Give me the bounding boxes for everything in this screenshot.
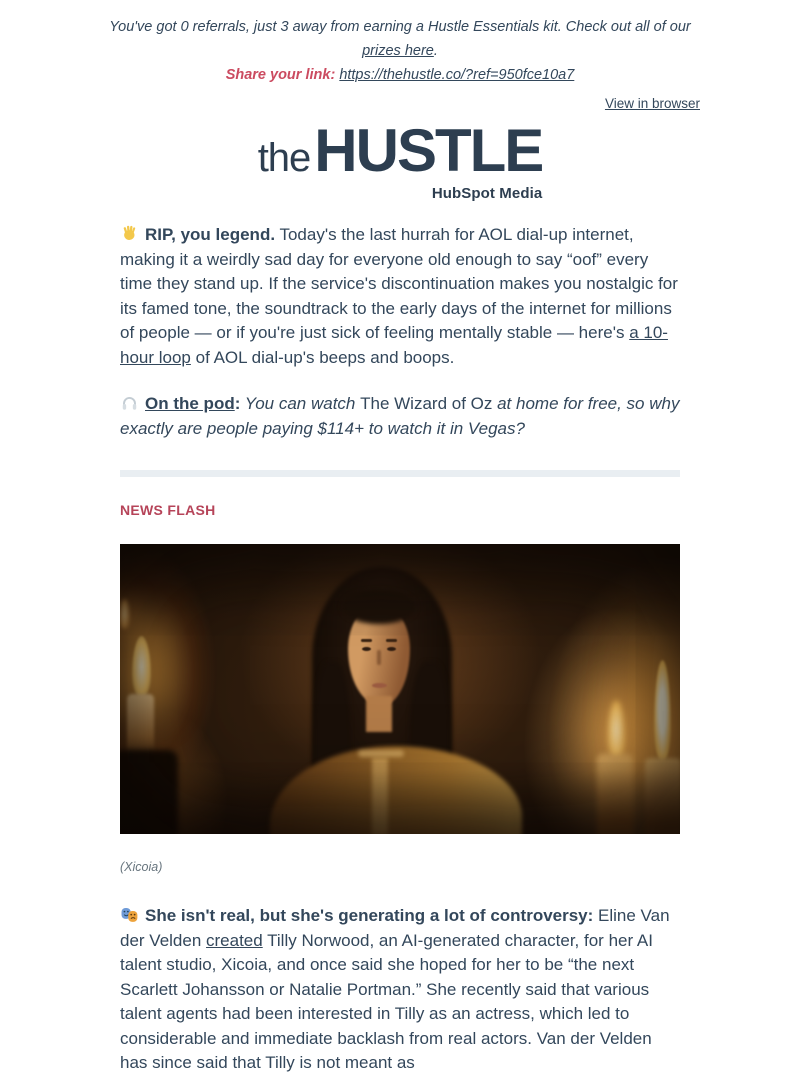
pod-paragraph bbox=[120, 392, 680, 441]
headphones-emoji-icon bbox=[120, 392, 139, 417]
pod-italic-2: at home for free, so why exactly are people paying $114+ to watch it in Vegas? bbox=[120, 394, 680, 438]
image-vignette bbox=[120, 544, 680, 834]
created-link[interactable]: created bbox=[206, 930, 263, 950]
image-caption: (Xicoia) bbox=[120, 859, 163, 874]
news-flash-heading: NEWS FLASH bbox=[120, 502, 216, 518]
prizes-here-link[interactable]: prizes here bbox=[362, 43, 434, 59]
story-paragraph bbox=[120, 904, 680, 1076]
referral-url-link[interactable]: https://thehustle.co/?ref=950fce10a7 bbox=[339, 67, 575, 83]
on-the-pod-link[interactable]: On the pod bbox=[145, 394, 235, 413]
pod-italic-1: You can watch bbox=[240, 394, 361, 413]
story-text-1: Eline Van der Velden bbox=[120, 906, 670, 950]
hustle-logo-wordmark bbox=[257, 117, 543, 184]
referral-banner bbox=[100, 15, 700, 87]
story-text-2: Tilly Norwood, an AI-generated character, for her AI talent studio, Xicoia, and once said she hoped for her to be “the next Scarlett Johansson or Natalie Portman.” She recently said that various talent agents had been interested in Tilly as an actress, which led to considerable and immediate backlash from real actors. Van der Velden has since said that Tilly is not meant as bbox=[120, 930, 653, 1072]
story-bold-lead: She isn't real, but she's generating a lot of controversy: bbox=[145, 906, 594, 925]
email-newsletter bbox=[100, 0, 700, 1076]
hustle-logo[interactable] bbox=[257, 117, 543, 202]
intro-bold-lead: RIP, you legend. bbox=[145, 225, 276, 244]
ten-hour-loop-link[interactable]: a 10-hour loop bbox=[120, 323, 668, 367]
referral-banner-period: . bbox=[433, 43, 438, 59]
pod-colon: : bbox=[234, 394, 241, 413]
intro-text-1: Today's the last hurrah for AOL dial-up internet, making it a weirdly sad day for everyone old enough to say “oof” every time they stand up. If the service's discontinuation makes you nostalgic for its famed tone, the soundtrack to the early days of the internet for millions of people — or if you're just sick of feeling mentally stable — here's bbox=[120, 225, 678, 342]
hubspot-media-subbrand: HubSpot Media bbox=[431, 185, 543, 202]
wave-emoji-icon bbox=[120, 223, 139, 248]
logo-hustle-text: HUSTLE bbox=[314, 117, 543, 184]
theater-masks-emoji-icon bbox=[120, 904, 139, 929]
section-divider bbox=[120, 470, 680, 477]
logo-area bbox=[100, 117, 700, 203]
pod-movie-title: The Wizard of Oz bbox=[360, 394, 493, 413]
view-in-browser-link[interactable]: View in browser bbox=[604, 96, 700, 111]
intro-paragraph bbox=[120, 223, 680, 370]
story-image-candlelight-portrait[interactable] bbox=[120, 544, 680, 834]
referral-banner-text: You've got 0 referrals, just 3 away from earning a Hustle Essentials kit. Check out all of our bbox=[109, 19, 691, 35]
share-your-link-label: Share your link: bbox=[225, 67, 336, 83]
intro-text-2: of AOL dial-up's beeps and boops. bbox=[190, 347, 455, 367]
view-in-browser-row bbox=[100, 96, 700, 111]
email-body bbox=[120, 223, 680, 1076]
logo-the-text: the bbox=[257, 136, 311, 180]
